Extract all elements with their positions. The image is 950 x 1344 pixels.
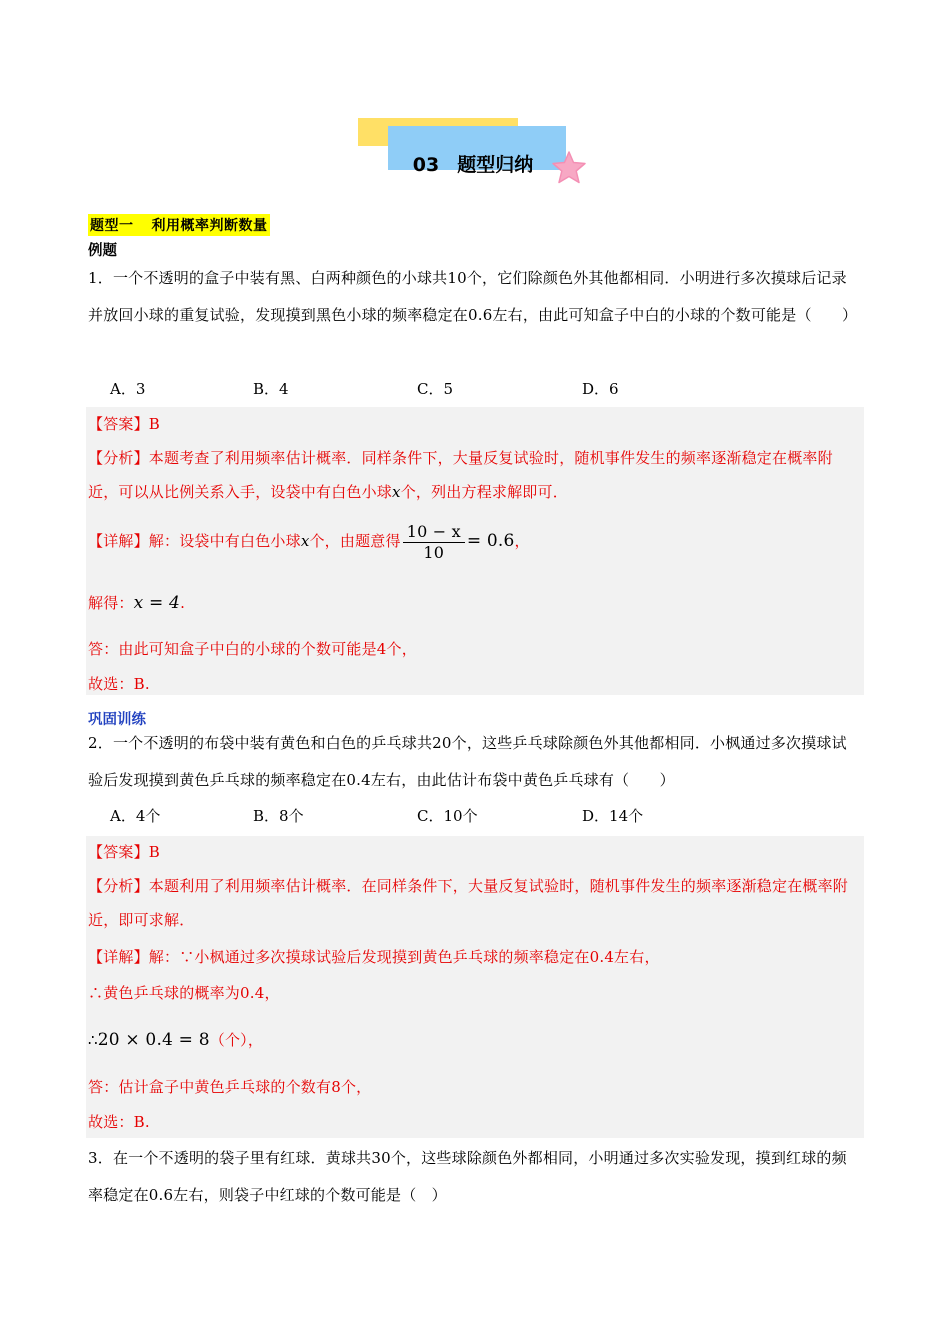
section-number: 03	[412, 154, 440, 176]
q1-option-b: B．4	[253, 380, 289, 398]
q2-analysis: 【分析】本题利用了利用频率估计概率．在同样条件下，大量反复试验时，随机事件发生的频率逐渐稳定在概率附近，即可求解．	[88, 877, 849, 929]
q1-solve-equation: x = 4	[133, 593, 181, 613]
q1-analysis-end: 个，列出方程求解即可．	[400, 483, 568, 501]
q1-solve-label: 解得：	[88, 594, 134, 612]
q1-option-c: C．5	[417, 380, 454, 398]
q1-choice: 故选：B.	[88, 675, 150, 693]
q2-option-a: A．4个	[110, 807, 161, 825]
q2-choice: 故选：B.	[88, 1113, 150, 1131]
q2-step-2-unit: （个），	[209, 1031, 264, 1049]
q1-fraction-numerator: 10 − x	[403, 522, 465, 543]
section-title: 题型归纳	[457, 154, 534, 176]
page-title	[398, 150, 548, 177]
section-tag-topic: 利用概率判断数量	[151, 218, 268, 234]
practice-label: 巩固训练	[88, 712, 146, 728]
q1-detail-end: ，	[514, 532, 530, 550]
q1-option-d: D．6	[582, 380, 619, 398]
question-3-text: 3．在一个不透明的袋子里有红球．黄球共30个，这些球除颜色外都相同，小明通过多次实验发现，摸到红球的频率稳定在0.6左右，则袋子中红球的个数可能是（ ）	[88, 1149, 847, 1204]
q1-answer: 【答案】B	[88, 415, 161, 433]
q2-detail: 【详解】解：∵小枫通过多次摸球试验后发现摸到黄色乒乓球的频率稳定在0.4左右，	[88, 948, 660, 966]
q2-step-2	[88, 1023, 858, 1057]
q2-answer: 【答案】B	[88, 843, 161, 861]
section-tag-type: 题型一	[90, 218, 134, 234]
question-1-text: 1．一个不透明的盒子中装有黑、白两种颜色的小球共10个，它们除颜色外其他都相同．小明进行多次摸球后记录并放回小球的重复试验，发现摸到黑色小球的频率稳定在0.6左右，由此可知盒子中白的小球的个数可能是（ ）	[88, 269, 858, 324]
q1-solve	[88, 586, 858, 620]
q2-option-c: C．10个	[417, 807, 478, 825]
q1-fraction-denominator: 10	[423, 542, 445, 562]
header-banner	[358, 114, 588, 194]
q2-step-2-equation: 20 × 0.4 = 8	[97, 1030, 210, 1050]
section-tag	[88, 214, 270, 236]
example-label: 例题	[88, 243, 117, 259]
q1-fraction	[403, 522, 465, 563]
q1-detail-text: 【详解】解：设袋中有白色小球	[88, 532, 301, 550]
q2-option-d: D．14个	[582, 807, 644, 825]
q2-step-1: ∴黄色乒乓球的概率为0.4，	[88, 984, 280, 1002]
q1-detail	[88, 517, 858, 565]
q2-therefore-symbol: ∴	[88, 1031, 98, 1049]
star-icon	[551, 150, 587, 186]
q1-solve-end: .	[180, 594, 186, 612]
question-1-options	[110, 378, 710, 402]
q1-fraction-rhs: = 0.6	[466, 531, 515, 551]
q1-conclusion: 答：由此可知盒子中白的小球的个数可能是4个，	[88, 640, 417, 658]
question-2-options	[110, 805, 710, 829]
q1-detail-mid: 个，由题意得	[309, 532, 401, 550]
q2-conclusion: 答：估计盒子中黄色乒乓球的个数有8个，	[88, 1078, 372, 1096]
q1-analysis-text: 【分析】本题考查了利用频率估计概率．同样条件下，大量反复试验时，随机事件发生的频率逐渐稳定在概率附近，可以从比例关系入手，设袋中有白色小球	[88, 449, 833, 501]
question-2-text: 2．一个不透明的布袋中装有黄色和白色的乒乓球共20个，这些乒乓球除颜色外其他都相同．小枫通过多次摸球试验后发现摸到黄色乒乓球的频率稳定在0.4左右，由此估计布袋中黄色乒乓球有（ ）	[88, 734, 847, 789]
q1-detail-var: x	[300, 532, 310, 550]
q1-analysis-var: x	[392, 483, 401, 501]
q1-analysis	[88, 441, 858, 509]
q1-option-a: A．3	[110, 380, 146, 398]
q2-option-b: B．8个	[253, 807, 304, 825]
